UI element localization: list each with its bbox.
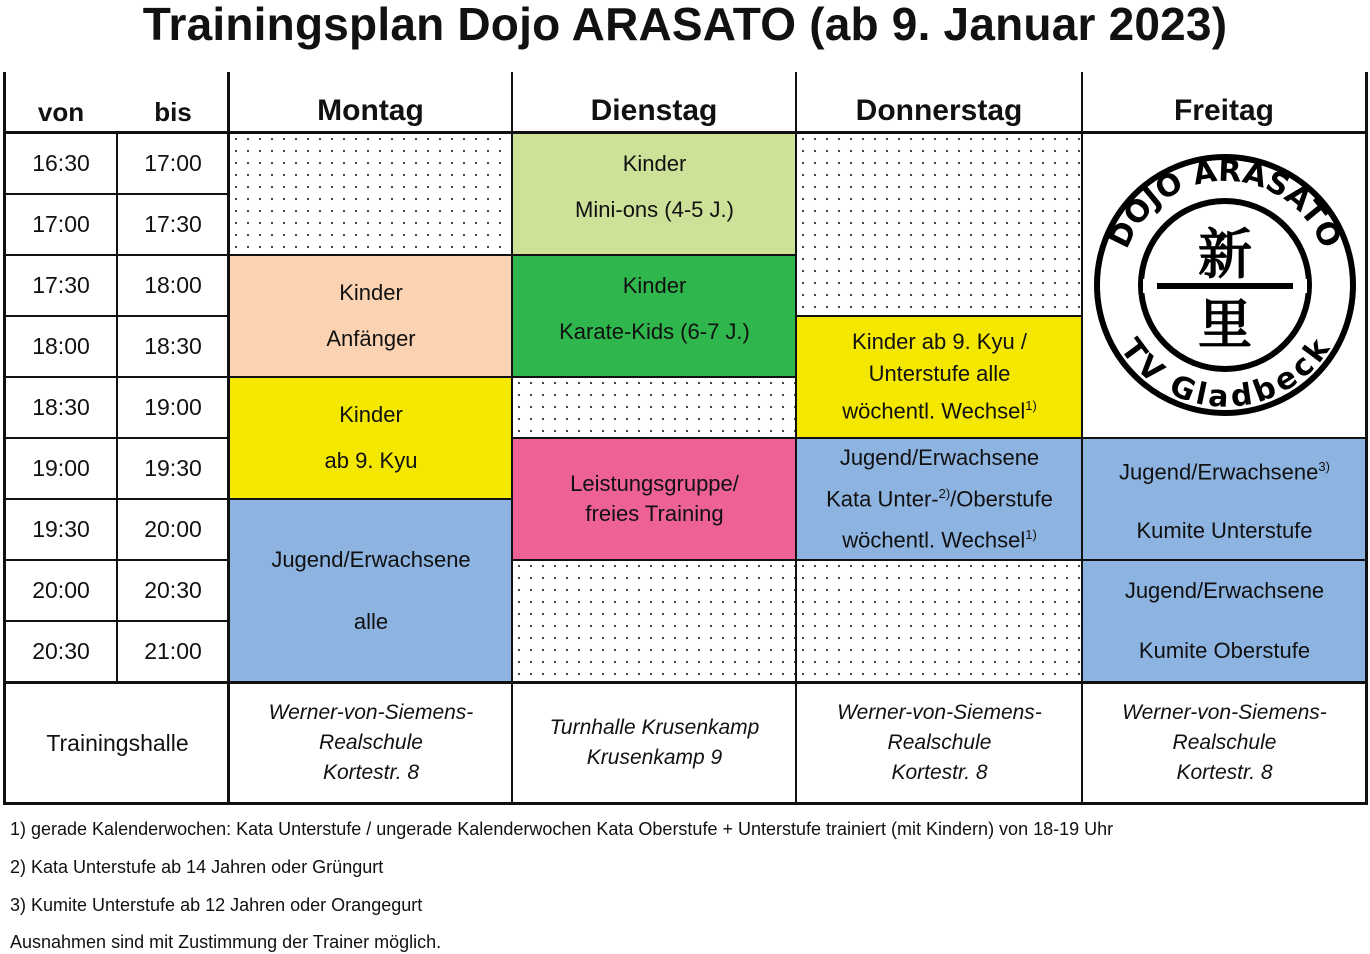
session-line: Kinder ab 9. Kyu / <box>852 329 1027 355</box>
time-von: 19:30 <box>32 516 90 542</box>
grid-line <box>6 559 229 561</box>
header-dienstag: Dienstag <box>590 94 718 127</box>
logo-kanji-bottom: 里 <box>1198 293 1252 356</box>
logo-top-text: DOJO ARASATO <box>1102 153 1348 254</box>
hall-line: Realschule <box>887 731 992 754</box>
session-line <box>826 476 1053 517</box>
session-line: freies Training <box>585 501 724 526</box>
session-di-minions <box>513 133 796 255</box>
grid-line <box>796 559 1082 561</box>
empty-slot <box>797 560 1082 682</box>
hall-dienstag <box>513 684 796 802</box>
session-do-jugend <box>797 438 1082 560</box>
hall-line: Werner-von-Siemens- <box>268 701 474 724</box>
grid-line <box>6 498 229 500</box>
time-bis: 20:30 <box>144 577 202 603</box>
grid-line <box>512 254 796 256</box>
footnote-ref: 1) <box>1025 527 1037 542</box>
page-title: Trainingsplan Dojo ARASATO (ab 9. Januar 2023) <box>142 0 1228 50</box>
time-bis: 18:00 <box>144 272 202 298</box>
grid-line <box>229 376 512 378</box>
header-bis: bis <box>154 97 192 127</box>
time-von: 17:00 <box>32 211 90 237</box>
empty-slot <box>797 133 1082 316</box>
hall-montag <box>230 684 512 802</box>
footnote-ref: 1) <box>1025 398 1037 414</box>
time-bis: 17:00 <box>144 150 202 176</box>
hall-line: Werner-von-Siemens- <box>1122 701 1327 724</box>
grid-line <box>6 620 229 622</box>
grid-line <box>512 376 796 378</box>
grid-line <box>6 437 229 439</box>
grid-line <box>1082 437 1366 439</box>
empty-slot <box>513 377 796 438</box>
grid-line <box>116 133 118 682</box>
time-von: 17:30 <box>32 272 90 298</box>
header-donnerstag: Donnerstag <box>855 94 1023 127</box>
grid-line <box>796 437 1082 439</box>
logo-area <box>1083 133 1366 438</box>
grid-line <box>3 131 1368 134</box>
grid-line <box>3 802 1368 805</box>
session-fr-oberstufe <box>1083 560 1366 682</box>
header-montag: Montag <box>317 94 424 127</box>
footnote-ref: 2) <box>938 485 951 501</box>
header-freitag: Freitag <box>1173 94 1275 127</box>
session-line: Leistungsgruppe/ <box>570 471 739 496</box>
session-do-kinder <box>797 316 1082 438</box>
session-line-text: wöchentl. Wechsel <box>842 527 1026 553</box>
time-von: 19:00 <box>32 455 90 481</box>
grid-line <box>512 559 796 561</box>
grid-line <box>229 498 512 500</box>
grid-line <box>796 315 1082 317</box>
footnote-ref: 3) <box>1318 459 1330 475</box>
hall-line: Realschule <box>1172 731 1277 754</box>
hall-line: Realschule <box>319 731 423 754</box>
time-bis: 19:30 <box>144 455 202 481</box>
session-mo-9kyu <box>230 377 512 499</box>
time-bis: 19:00 <box>144 394 202 420</box>
hall-line: Kortestr. 8 <box>891 761 988 784</box>
session-di-leistung <box>513 438 796 560</box>
session-line-text: Kata Unter- <box>826 486 939 511</box>
logo-bottom-text: TV Gladbeck <box>1113 332 1337 415</box>
empty-slot <box>513 560 796 682</box>
time-von: 18:00 <box>32 333 90 359</box>
grid-line <box>6 193 229 195</box>
logo-kanji-top: 新 <box>1198 223 1252 286</box>
session-line: Kumite Oberstufe <box>1138 638 1311 663</box>
session-fr-unterstufe <box>1083 438 1366 560</box>
grid-line <box>512 437 796 439</box>
session-line: Jugend/Erwachsene <box>271 546 471 572</box>
session-line: Mini-ons (4-5 J.) <box>575 197 734 222</box>
session-line: Kinder <box>622 151 687 176</box>
session-mo-anfaenger <box>230 255 512 377</box>
header-von: von <box>37 97 85 127</box>
session-line-text: wöchentl. Wechsel <box>842 398 1026 424</box>
session-mo-jugend <box>230 499 512 682</box>
time-von: 18:30 <box>32 394 90 420</box>
session-line <box>1119 452 1330 487</box>
hall-line: Werner-von-Siemens- <box>837 701 1042 724</box>
footnote-note: Ausnahmen sind mit Zustimmung der Trainer möglich. <box>10 932 442 952</box>
hall-donnerstag <box>797 684 1082 802</box>
session-line: ab 9. Kyu <box>324 448 418 473</box>
time-bis: 17:30 <box>144 211 202 237</box>
hall-line: Krusenkamp 9 <box>586 746 723 769</box>
session-line: Anfänger <box>326 326 416 351</box>
grid-line <box>6 376 229 378</box>
time-von: 20:30 <box>32 638 90 664</box>
session-line <box>842 517 1037 558</box>
session-line: Kinder <box>339 402 403 427</box>
session-di-karatekids <box>513 255 796 377</box>
grid-line <box>6 254 229 256</box>
grid-line <box>6 315 229 317</box>
session-line: Kinder <box>339 280 403 305</box>
time-bis: 20:00 <box>144 516 202 542</box>
session-line: Jugend/Erwachsene <box>839 444 1040 470</box>
session-line: Kinder <box>622 273 687 298</box>
hall-label: Trainingshalle <box>46 730 189 756</box>
hall-line: Turnhalle Krusenkamp <box>549 716 760 739</box>
footnote-2: 2) Kata Unterstufe ab 14 Jahren oder Grüngurt <box>10 857 384 877</box>
grid-line <box>229 254 512 256</box>
hall-line: Kortestr. 8 <box>322 761 420 784</box>
time-bis: 21:00 <box>144 638 202 664</box>
session-line: Unterstufe alle <box>868 361 1011 387</box>
session-line: alle <box>353 608 389 634</box>
grid-line <box>3 681 1368 684</box>
footnote-3: 3) Kumite Unterstufe ab 12 Jahren oder Orangegurt <box>10 895 423 915</box>
dojo-logo <box>1083 133 1366 438</box>
session-line: Karate-Kids (6-7 J.) <box>559 319 750 344</box>
time-bis: 18:30 <box>144 333 202 359</box>
footnote-1: 1) gerade Kalenderwochen: Kata Unterstufe / ungerade Kalenderwochen Kata Oberstufe + Unterstufe trainiert (mit Kindern) von 18-19 Uhr <box>10 819 1114 839</box>
session-line-text: Jugend/Erwachsene <box>1119 459 1319 485</box>
session-line <box>842 390 1037 427</box>
session-line-text: /Oberstufe <box>950 486 1053 511</box>
hall-line: Kortestr. 8 <box>1176 761 1273 784</box>
hall-freitag <box>1083 684 1366 802</box>
time-von: 20:00 <box>32 577 90 603</box>
grid-line <box>1082 559 1366 561</box>
time-von: 16:30 <box>32 150 90 176</box>
empty-slot <box>230 133 512 255</box>
session-line: Kumite Unterstufe <box>1136 517 1313 543</box>
session-line: Jugend/Erwachsene <box>1124 578 1325 603</box>
